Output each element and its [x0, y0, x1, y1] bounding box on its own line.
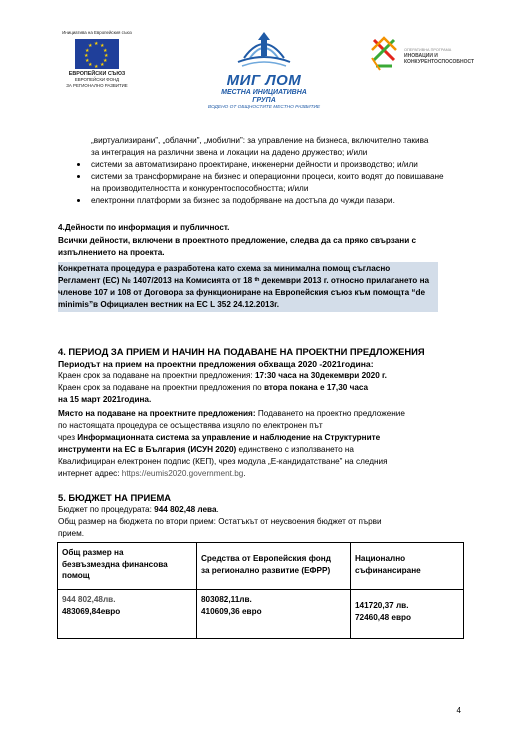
- deadline-2-date: на 15 март 2021година.: [58, 395, 152, 404]
- bullet-icon: [77, 175, 80, 178]
- mig-slogan: ВОДЕНО ОТ ОБЩНОСТИТЕ МЕСТНО РАЗВИТИЕ: [207, 105, 321, 110]
- cell-value: 72460,48 евро: [355, 612, 412, 622]
- header-text: съфинансиране: [355, 565, 421, 575]
- header-text: Средства от Европейския фонд: [201, 554, 331, 563]
- info-line-1: Всички дейности, включени в проектното предложение, следва да са пряко свързани с: [58, 236, 417, 245]
- list-item: системи за трансформиране на бизнес и операционни процеси, които водят до повишаване: [91, 172, 444, 181]
- deadline-1-year: 2020 г.: [361, 371, 387, 380]
- mig-title: МИГ ЛОМ: [226, 72, 302, 89]
- table-header-row: [58, 543, 464, 590]
- eu-name: ЕВРОПЕЙСКИ СЪЮЗ: [68, 71, 126, 78]
- highlight-line: minimis”в Официален вестник на ЕС L 352 24.12.2013г.: [58, 300, 280, 309]
- header-text: за регионално развитие (ЕФРР): [201, 565, 331, 575]
- cell-value: 141720,37 лв.: [355, 601, 409, 610]
- table-cell: [197, 590, 351, 639]
- budget-table: [57, 542, 464, 639]
- deadline-1-text: Краен срок за подаване на проектни предложения:: [58, 371, 255, 380]
- cont-line-2: за интеграция на различни звена и локации на дадено дружество; и/или: [91, 148, 368, 157]
- header-text: Общ размер на: [62, 548, 124, 557]
- cell-value: 944 802,48лв.: [62, 595, 116, 604]
- place-line-4-text: единствено с използването на: [236, 445, 354, 454]
- list-item-cont: на производителността и конкурентоспособността; и/или: [91, 184, 309, 193]
- highlight-line: Регламент (ЕС) № 1407/2013 на Комисията от 18 ᵗʰ декември 2013 г. относно прилагането на: [58, 276, 430, 285]
- info-line-2: изпълнението на проекта.: [58, 248, 165, 257]
- eumis-link[interactable]: https://eumis2020.government.bg: [121, 469, 244, 478]
- header-cell-erdf: [197, 543, 351, 590]
- cell-value: 410609,36 евро: [201, 606, 262, 616]
- deadline-1: [58, 370, 387, 382]
- header-cell-national: [351, 543, 464, 590]
- place-heading: Място на подаване на проектните предложения:: [58, 409, 256, 418]
- table-cell: [351, 590, 464, 639]
- header-text: безвъзмездна финансова: [62, 559, 168, 569]
- info-heading: 4.Дейности по информация и публичност.: [58, 223, 230, 232]
- budget-line-3: прием.: [58, 529, 85, 538]
- eu-flag-icon: ★ ★ ★ ★ ★ ★ ★ ★ ★ ★ ★ ★: [75, 39, 119, 69]
- cell-value: 483069,84евро: [62, 606, 121, 616]
- isun-name: Информационната система за управление и наблюдение на Структурните: [77, 433, 381, 442]
- budget-amount: 944 802,48 лева: [154, 505, 217, 514]
- mig-emblem-icon: [234, 28, 294, 68]
- mig-logo: [205, 28, 323, 111]
- place-line-3-text: чрез: [58, 433, 78, 442]
- opic-emblem-icon: [368, 36, 400, 72]
- budget-line-2: Общ размер на бюджета по втори прием: Остатъкът от неусвоения бюджет от първи: [58, 517, 382, 526]
- place-line-2: по настоящата процедура се осъществява изцяло по електронен път: [58, 421, 323, 430]
- isun-name-cont: инструменти на ЕС в България (ИСУН 2020): [58, 445, 237, 454]
- list-item: електронни платформи за бизнес за подобряване на достъпа до чужди пазари.: [91, 196, 395, 205]
- section-4-heading: 4. ПЕРИОД ЗА ПРИЕМ И НАЧИН НА ПОДАВАНЕ НА ПРОЕКТНИ ПРЕДЛОЖЕНИЯ: [58, 346, 425, 357]
- deadline-2: [58, 382, 368, 394]
- place-line-6-end: .: [243, 469, 246, 478]
- opic-line1: ОПЕРАТИВНА ПРОГРАМА: [404, 48, 452, 52]
- eu-logo: [60, 30, 134, 88]
- deadline-2-text: Краен срок за подаване на проектни предложения по: [58, 383, 264, 392]
- budget-end: .: [216, 505, 219, 514]
- bullet-icon: [77, 199, 80, 202]
- place-line-6-text: интернет адрес:: [58, 469, 122, 478]
- highlight-line: членове 107 и 108 от Договора за функциониране на Европейския съюз към помощта “de: [58, 288, 426, 297]
- place-text: Подаването на проектно предложение: [255, 409, 405, 418]
- highlight-line: Конкретната процедура е разработена като схема за минимална помощ съгласно: [58, 264, 391, 273]
- page-number: 4: [456, 706, 461, 715]
- opic-line3: КОНКУРЕНТОСПОСОБНОСТ: [404, 59, 475, 65]
- eu-fund-line2: ЗА РЕГИОНАЛНО РАЗВИТИЕ: [66, 82, 128, 88]
- mig-subtitle-2: ГРУПА: [252, 96, 276, 104]
- cell-value: 803082,11лв.: [201, 595, 252, 604]
- table-cell: [58, 590, 197, 639]
- eu-fund-line1: ЕВРОПЕЙСКИ ФОНД: [74, 77, 120, 83]
- bullet-icon: [77, 163, 80, 166]
- table-row: [58, 590, 464, 639]
- deadline-2-time: втора покана е 17,30 часа: [263, 383, 369, 392]
- place-line-5: Квалифициран електронен подпис (КЕП), чрез модула „Е-кандидатстване” на следния: [58, 457, 388, 466]
- period-line: Периодът на прием на проектни предложения обхваща 2020 -2021година:: [58, 359, 374, 369]
- header-text: Национално: [355, 554, 406, 563]
- cont-line-1: „виртуализирани”, „облачни”, „мобилни”: за управление на бизнеса, включително такива: [91, 136, 429, 145]
- section-5-heading: 5. БЮДЖЕТ НА ПРИЕМА: [58, 492, 172, 503]
- header-text: помощ: [62, 571, 90, 580]
- mig-subtitle-1: МЕСТНА ИНИЦИАТИВНА: [221, 89, 307, 96]
- budget-label: Бюджет по процедурата:: [58, 505, 155, 514]
- deadline-1-time: 17:30 часа на 30декември: [254, 371, 362, 380]
- header-cell-total: [58, 543, 197, 590]
- eu-caption: Инициатива на Европейския съюз: [62, 30, 132, 35]
- opic-line2: ИНОВАЦИИ И: [404, 53, 438, 59]
- list-item: системи за автоматизирано проектиране, инженерни дейности и производство; и/или: [91, 160, 418, 169]
